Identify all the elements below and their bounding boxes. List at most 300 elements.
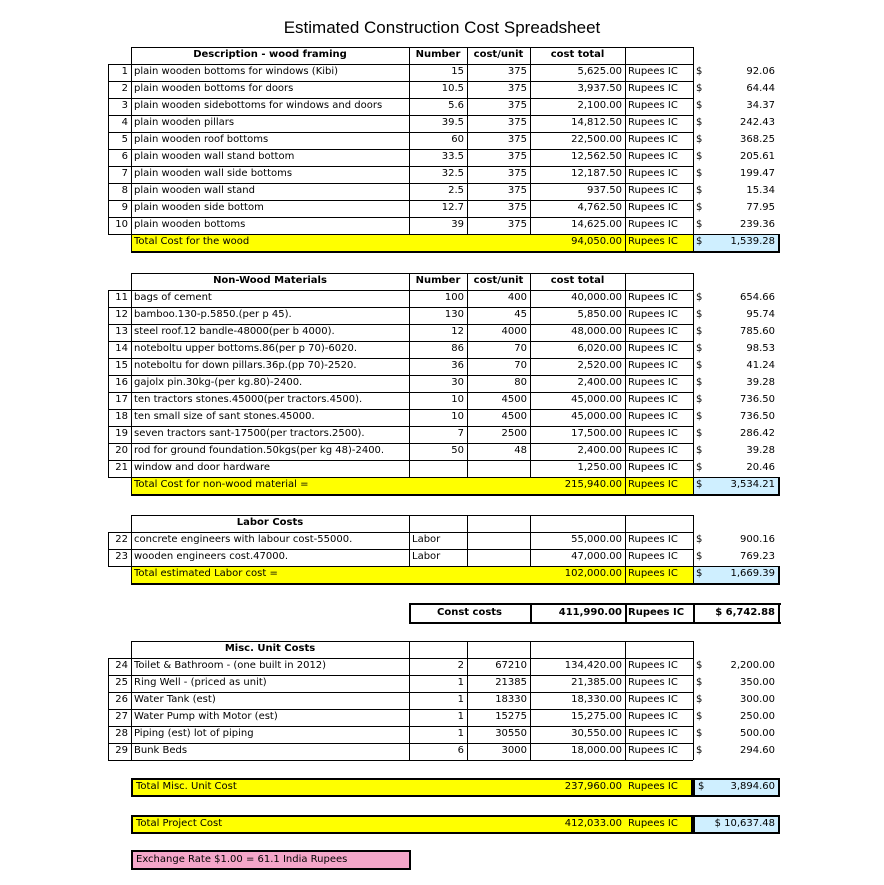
row-cost-unit — [467, 460, 530, 477]
row-index: 6 — [121, 151, 128, 162]
row-description: plain wooden sidebottoms for windows and doors — [134, 100, 383, 111]
grid-line — [108, 532, 109, 566]
row-currency: Rupees IC — [628, 394, 678, 405]
wood-header-number: Number — [415, 49, 461, 60]
row-description: Toilet & Bathroom - (one built in 2012) — [134, 660, 327, 671]
row-currency: Rupees IC — [628, 66, 678, 77]
row-currency: Rupees IC — [628, 428, 678, 439]
row-index: 24 — [115, 660, 128, 671]
row-currency: Rupees IC — [628, 660, 678, 671]
row-currency: Rupees IC — [628, 534, 678, 545]
row-description: rod for ground foundation.50kgs(per kg 48)-2400. — [134, 445, 385, 456]
grid-line — [108, 409, 693, 410]
grid-line — [693, 641, 694, 760]
grid-line — [409, 850, 411, 870]
row-description: seven tractors sant-17500(per tractors.2500). — [134, 428, 365, 439]
row-usd: 736.50 — [740, 394, 775, 405]
grid-line — [108, 726, 693, 727]
row-description: Water Pump with Motor (est) — [134, 711, 278, 722]
row-index: 18 — [115, 411, 128, 422]
row-cost-unit: 18330 — [495, 694, 527, 705]
row-cost-unit: 15275 — [495, 711, 527, 722]
row-dollar-sign: $ — [696, 551, 703, 562]
row-cost-total: 1,250.00 — [577, 462, 622, 473]
grid-line — [108, 64, 109, 234]
row-number: 7 — [457, 428, 464, 439]
row-currency: Rupees IC — [628, 202, 678, 213]
row-usd: 41.24 — [746, 360, 775, 371]
row-usd: 242.43 — [740, 117, 775, 128]
row-cost-unit — [467, 549, 530, 566]
row-dollar-sign: $ — [696, 711, 703, 722]
row-index: 25 — [115, 677, 128, 688]
grid-line — [467, 515, 468, 566]
row-usd: 785.60 — [740, 326, 775, 337]
row-description: plain wooden pillars — [134, 117, 235, 128]
grid-line — [131, 47, 132, 251]
row-dollar-sign: $ — [696, 445, 703, 456]
row-cost-total: 40,000.00 — [571, 292, 622, 303]
row-index: 7 — [121, 168, 128, 179]
row-cost-unit: 375 — [507, 219, 527, 230]
row-description: Water Tank (est) — [134, 694, 216, 705]
row-number: 50 — [451, 445, 464, 456]
row-dollar-sign: $ — [696, 134, 703, 145]
wood-header-cost-unit: cost/unit — [473, 49, 524, 60]
row-cost-total: 55,000.00 — [571, 534, 622, 545]
row-number: 39 — [451, 219, 464, 230]
nonwood-header-number: Number — [415, 275, 461, 286]
grid-line — [108, 443, 693, 444]
row-description: plain wooden roof bottoms — [134, 134, 269, 145]
row-dollar-sign: $ — [696, 168, 703, 179]
row-index: 21 — [115, 462, 128, 473]
row-index: 11 — [115, 292, 128, 303]
row-index: 20 — [115, 445, 128, 456]
row-dollar-sign: $ — [696, 292, 703, 303]
row-currency: Rupees IC — [628, 292, 678, 303]
row-number: 1 — [457, 728, 464, 739]
row-cost-unit: 48 — [514, 445, 527, 456]
grid-line — [131, 47, 693, 48]
grid-line — [108, 743, 693, 744]
grid-line — [778, 603, 780, 624]
row-cost-total: 12,187.50 — [571, 168, 622, 179]
row-number: 36 — [451, 360, 464, 371]
row-usd: 250.00 — [740, 711, 775, 722]
row-description: Bunk Beds — [134, 745, 188, 756]
grid-line — [108, 115, 693, 116]
grid-line — [693, 273, 694, 494]
nonwood-header-cost-unit: cost/unit — [473, 275, 524, 286]
row-description: steel roof.12 bandle-48000(per b 4000). — [134, 326, 335, 337]
row-dollar-sign: $ — [696, 309, 703, 320]
row-dollar-sign: $ — [696, 462, 703, 473]
row-usd: 39.28 — [746, 377, 775, 388]
grid-line — [108, 477, 693, 478]
row-index: 19 — [115, 428, 128, 439]
row-description: concrete engineers with labour cost-55000. — [134, 534, 353, 545]
grid-line — [778, 815, 780, 834]
exchange-rate-text: Exchange Rate $1.00 = 61.1 India Rupees — [136, 854, 348, 865]
row-usd: 900.16 — [740, 534, 775, 545]
row-cost-unit: 375 — [507, 100, 527, 111]
row-cost-unit: 30550 — [495, 728, 527, 739]
row-cost-total: 12,562.50 — [571, 151, 622, 162]
grid-line — [108, 81, 693, 82]
row-usd: 368.25 — [740, 134, 775, 145]
row-cost-total: 5,625.00 — [577, 66, 622, 77]
row-description: Piping (est) lot of piping — [134, 728, 254, 739]
row-cost-total: 2,400.00 — [577, 445, 622, 456]
wood-header-cost-total: cost total — [550, 49, 605, 60]
row-number: 100 — [444, 292, 464, 303]
grid-line — [108, 460, 693, 461]
row-cost-total: 17,500.00 — [571, 428, 622, 439]
row-usd: 64.44 — [746, 83, 775, 94]
row-cost-total: 6,020.00 — [577, 343, 622, 354]
grid-line — [108, 392, 693, 393]
labor-total-currency: Rupees IC — [628, 568, 678, 579]
row-usd: 205.61 — [740, 151, 775, 162]
row-description: bamboo.130-p.5850.(per p 45). — [134, 309, 292, 320]
row-index: 22 — [115, 534, 128, 545]
nonwood-total-cost: 215,940.00 — [564, 479, 622, 490]
row-number: 130 — [444, 309, 464, 320]
row-cost-total: 2,400.00 — [577, 377, 622, 388]
grid-line — [530, 47, 531, 234]
grid-line — [108, 658, 693, 659]
row-cost-unit: 45 — [514, 309, 527, 320]
row-currency: Rupees IC — [628, 728, 678, 739]
row-description: plain wooden wall side bottoms — [134, 168, 293, 179]
grid-line — [467, 47, 468, 234]
labor-total-cost: 102,000.00 — [564, 568, 622, 579]
grid-line — [108, 324, 693, 325]
project_total-currency: Rupees IC — [628, 818, 678, 829]
row-number: 2 — [457, 660, 464, 671]
row-index: 13 — [115, 326, 128, 337]
row-currency: Rupees IC — [628, 100, 678, 111]
row-index: 26 — [115, 694, 128, 705]
row-number: 12 — [451, 326, 464, 337]
wood-total-dollar-sign: $ — [696, 236, 703, 247]
grid-line — [409, 641, 410, 760]
row-dollar-sign: $ — [696, 377, 703, 388]
grid-line — [131, 251, 693, 253]
row-cost-total: 21,385.00 — [571, 677, 622, 688]
grid-line — [693, 494, 780, 496]
grid-line — [108, 375, 693, 376]
row-usd: 350.00 — [740, 677, 775, 688]
row-currency: Rupees IC — [628, 168, 678, 179]
row-currency: Rupees IC — [628, 360, 678, 371]
grid-line — [625, 273, 626, 477]
grid-line — [108, 166, 693, 167]
row-dollar-sign: $ — [696, 343, 703, 354]
row-description: ten tractors stones.45000(per tractors.4500). — [134, 394, 363, 405]
labor-total-dollar-sign: $ — [696, 568, 703, 579]
row-description: window and door hardware — [134, 462, 271, 473]
wood-header-description: Description - wood framing — [193, 49, 347, 60]
row-cost-unit: 70 — [514, 360, 527, 371]
row-dollar-sign: $ — [696, 534, 703, 545]
grid-line — [108, 290, 693, 291]
grid-line — [108, 98, 693, 99]
grid-line — [108, 692, 693, 693]
grid-line — [131, 515, 132, 583]
grid-line — [625, 566, 626, 583]
const-costs-currency: Rupees IC — [628, 607, 685, 618]
grid-line — [131, 583, 693, 585]
grid-line — [108, 217, 693, 218]
grid-line — [625, 515, 626, 566]
row-index: 4 — [121, 117, 128, 128]
row-index: 16 — [115, 377, 128, 388]
grid-line — [108, 341, 693, 342]
grid-line — [693, 234, 780, 235]
row-currency: Rupees IC — [628, 462, 678, 473]
grid-line — [108, 234, 693, 235]
row-usd: 2,200.00 — [730, 660, 775, 671]
row-cost-unit: 2500 — [501, 428, 527, 439]
row-number: 32.5 — [441, 168, 464, 179]
row-index: 12 — [115, 309, 128, 320]
row-index: 27 — [115, 711, 128, 722]
row-cost-unit: 375 — [507, 66, 527, 77]
row-currency: Rupees IC — [628, 343, 678, 354]
row-number: 1 — [457, 711, 464, 722]
grid-line — [625, 234, 626, 251]
wood-total-usd: 1,539.28 — [730, 236, 775, 247]
row-cost-total: 22,500.00 — [571, 134, 622, 145]
row-dollar-sign: $ — [696, 428, 703, 439]
row-index: 9 — [121, 202, 128, 213]
grid-line — [131, 494, 693, 496]
grid-line — [108, 64, 693, 65]
row-usd: 300.00 — [740, 694, 775, 705]
grid-line — [467, 641, 468, 760]
project_total-label: Total Project Cost — [136, 818, 223, 829]
row-usd: 239.36 — [740, 219, 775, 230]
const-costs-total: 411,990.00 — [558, 607, 622, 618]
row-cost-unit: 67210 — [495, 660, 527, 671]
grid-line — [108, 658, 109, 760]
row-cost-total: 18,330.00 — [571, 694, 622, 705]
project_total-total: 412,033.00 — [564, 818, 622, 829]
row-dollar-sign: $ — [696, 151, 703, 162]
row-index: 28 — [115, 728, 128, 739]
grid-line — [693, 251, 780, 253]
row-dollar-sign: $ — [696, 728, 703, 739]
row-number: 1 — [457, 694, 464, 705]
grid-line — [693, 566, 780, 567]
row-dollar-sign: $ — [696, 394, 703, 405]
row-cost-total: 45,000.00 — [571, 411, 622, 422]
grid-line — [693, 47, 694, 251]
row-description: noteboltu upper bottoms.86(per p 70)-6020. — [134, 343, 358, 354]
row-currency: Rupees IC — [628, 677, 678, 688]
row-cost-unit: 4500 — [501, 411, 527, 422]
row-cost-total: 2,100.00 — [577, 100, 622, 111]
row-dollar-sign: $ — [696, 411, 703, 422]
misc-total-dollar-sign: $ — [698, 781, 705, 792]
row-description: plain wooden bottoms — [134, 219, 246, 230]
grid-line — [131, 641, 132, 760]
row-cost-total: 14,812.50 — [571, 117, 622, 128]
grid-line — [409, 515, 410, 566]
row-index: 15 — [115, 360, 128, 371]
row-description: ten small size of sant stones.45000. — [134, 411, 315, 422]
row-description: plain wooden side bottom — [134, 202, 264, 213]
grid-line — [625, 641, 626, 760]
row-number: 39.5 — [441, 117, 464, 128]
row-cost-total: 48,000.00 — [571, 326, 622, 337]
row-dollar-sign: $ — [696, 66, 703, 77]
row-dollar-sign: $ — [696, 745, 703, 756]
row-cost-unit: 375 — [507, 151, 527, 162]
row-currency: Rupees IC — [628, 694, 678, 705]
grid-line — [108, 307, 693, 308]
grid-line — [108, 709, 693, 710]
nonwood-total-usd: 3,534.21 — [730, 479, 775, 490]
row-usd: 500.00 — [740, 728, 775, 739]
grid-line — [625, 47, 626, 234]
grid-line — [108, 183, 693, 184]
nonwood-total-dollar-sign: $ — [696, 479, 703, 490]
row-number: 15 — [451, 66, 464, 77]
grid-line — [108, 532, 693, 533]
row-currency: Rupees IC — [628, 185, 678, 196]
row-currency: Rupees IC — [628, 83, 678, 94]
row-currency: Rupees IC — [628, 134, 678, 145]
row-usd: 654.66 — [740, 292, 775, 303]
row-number: 86 — [451, 343, 464, 354]
row-number: 10.5 — [441, 83, 464, 94]
row-dollar-sign: $ — [696, 202, 703, 213]
grid-line — [108, 149, 693, 150]
labor-header-description: Labor Costs — [236, 517, 304, 528]
grid-line — [625, 477, 626, 494]
row-currency: Rupees IC — [628, 219, 678, 230]
row-usd: 286.42 — [740, 428, 775, 439]
grid-line — [131, 641, 693, 642]
grid-line — [467, 273, 468, 477]
misc-total-usd: 3,894.60 — [730, 781, 775, 792]
row-usd: 294.60 — [740, 745, 775, 756]
row-dollar-sign: $ — [696, 660, 703, 671]
row-usd: 95.74 — [746, 309, 775, 320]
row-dollar-sign: $ — [696, 117, 703, 128]
misc_total-total: 237,960.00 — [564, 781, 622, 792]
row-index: 17 — [115, 394, 128, 405]
row-usd: 92.06 — [746, 66, 775, 77]
row-index: 1 — [121, 66, 128, 77]
row-currency: Rupees IC — [628, 745, 678, 756]
row-cost-total: 5,850.00 — [577, 309, 622, 320]
row-number: 10 — [451, 411, 464, 422]
row-description: bags of cement — [134, 292, 212, 303]
grid-line — [778, 477, 780, 496]
row-number: Labor — [412, 534, 441, 545]
row-cost-unit: 375 — [507, 117, 527, 128]
row-index: 2 — [121, 83, 128, 94]
row-cost-unit: 3000 — [501, 745, 527, 756]
row-cost-unit: 80 — [514, 377, 527, 388]
row-currency: Rupees IC — [628, 309, 678, 320]
grid-line — [108, 358, 693, 359]
row-number: 30 — [451, 377, 464, 388]
grid-line — [108, 675, 693, 676]
row-number: 6 — [457, 745, 464, 756]
row-dollar-sign: $ — [696, 360, 703, 371]
row-currency: Rupees IC — [628, 711, 678, 722]
row-description: gajolx pin.30kg-(per kg.80)-2400. — [134, 377, 303, 388]
grid-line — [778, 234, 780, 253]
row-number: 1 — [457, 677, 464, 688]
grid-line — [108, 760, 693, 761]
row-cost-total: 4,762.50 — [577, 202, 622, 213]
row-cost-total: 18,000.00 — [571, 745, 622, 756]
row-number: 12.7 — [441, 202, 464, 213]
grid-line — [530, 515, 531, 566]
row-usd: 98.53 — [746, 343, 775, 354]
row-number: Labor — [412, 551, 441, 562]
const-costs-label: Const costs — [436, 607, 503, 618]
grid-line — [409, 273, 410, 477]
misc_total-label: Total Misc. Unit Cost — [136, 781, 237, 792]
row-cost-total: 47,000.00 — [571, 551, 622, 562]
row-cost-unit: 375 — [507, 202, 527, 213]
row-description: plain wooden wall stand bottom — [134, 151, 295, 162]
const-costs-usd: $ 6,742.88 — [715, 607, 775, 618]
row-number — [409, 460, 467, 477]
misc-header-description: Misc. Unit Costs — [224, 643, 316, 654]
row-index: 5 — [121, 134, 128, 145]
row-description: Ring Well - (priced as unit) — [134, 677, 267, 688]
nonwood-header-cost-total: cost total — [550, 275, 605, 286]
row-currency: Rupees IC — [628, 377, 678, 388]
row-dollar-sign: $ — [696, 185, 703, 196]
nonwood-header-description: Non-Wood Materials — [213, 275, 327, 286]
row-index: 29 — [115, 745, 128, 756]
row-usd: 39.28 — [746, 445, 775, 456]
row-description: plain wooden wall stand — [134, 185, 255, 196]
row-usd: 736.50 — [740, 411, 775, 422]
row-usd: 20.46 — [746, 462, 775, 473]
row-cost-total: 15,275.00 — [571, 711, 622, 722]
row-index: 10 — [115, 219, 128, 230]
wood-total-label: Total Cost for the wood — [134, 236, 250, 247]
grid-line — [108, 290, 109, 477]
row-dollar-sign: $ — [696, 100, 703, 111]
row-description: wooden engineers cost.47000. — [134, 551, 289, 562]
wood-total-currency: Rupees IC — [628, 236, 678, 247]
grid-line — [530, 641, 531, 760]
row-description: plain wooden bottoms for doors — [134, 83, 294, 94]
row-dollar-sign: $ — [696, 694, 703, 705]
row-description: noteboltu for down pillars.36p.(pp 70)-2520. — [134, 360, 357, 371]
row-cost-unit: 375 — [507, 185, 527, 196]
grid-line — [778, 566, 780, 585]
row-cost-total: 937.50 — [587, 185, 622, 196]
row-currency: Rupees IC — [628, 117, 678, 128]
row-currency: Rupees IC — [628, 326, 678, 337]
grid-line — [108, 200, 693, 201]
wood-total-cost: 94,050.00 — [571, 236, 622, 247]
row-cost-unit: 375 — [507, 83, 527, 94]
row-index: 14 — [115, 343, 128, 354]
